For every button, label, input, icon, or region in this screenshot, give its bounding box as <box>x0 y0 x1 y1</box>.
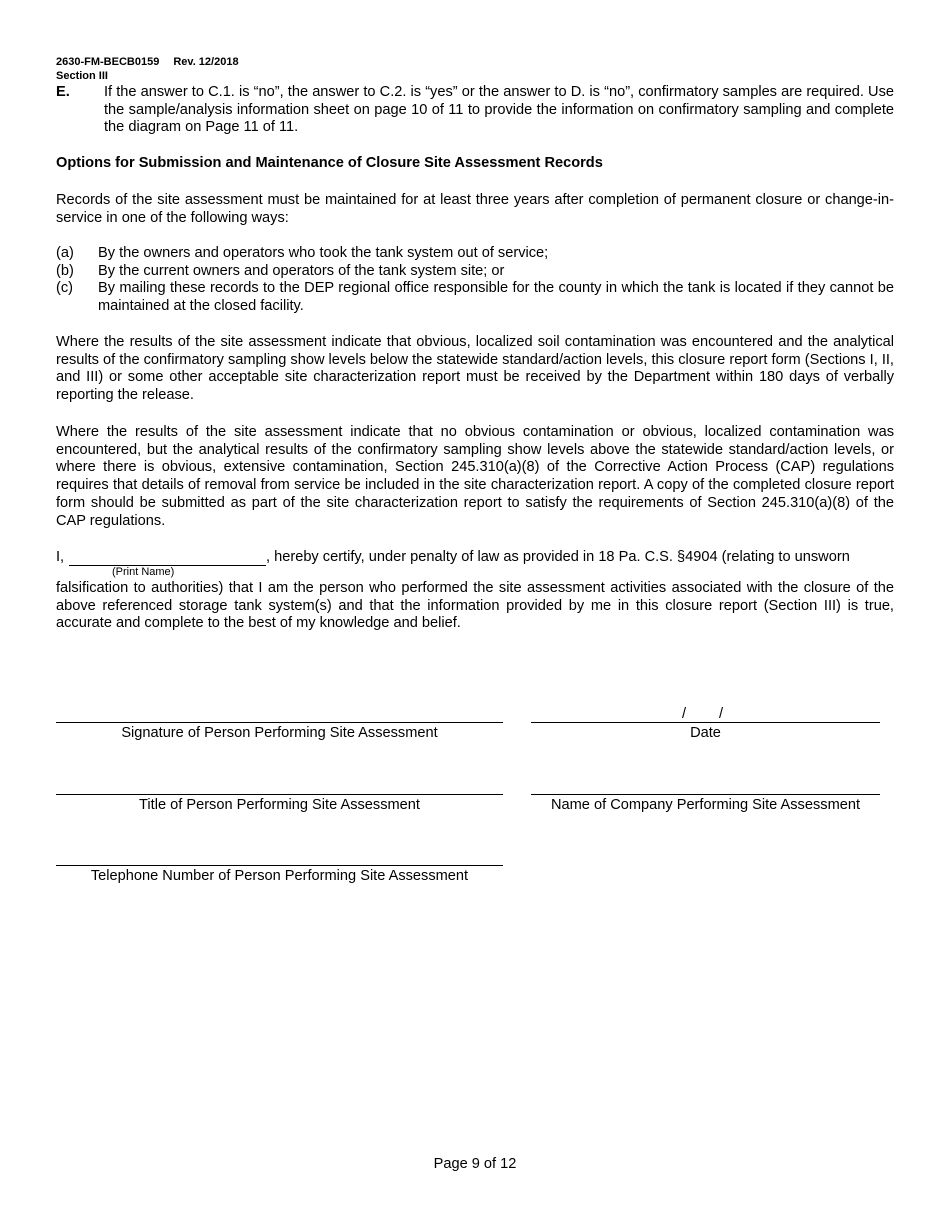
options-list <box>56 245 894 316</box>
item-e-label: E. <box>56 84 70 100</box>
paragraph-localized-contamination: Where the results of the site assessment indicate that obvious, localized soil contamination was encountered and the analytical results of the confirmatory sampling show levels below the statewide standard/action levels, this closure report form (Sections I, II, and III) or some other acceptable site characterization report must be received by the Department within 180 days of verbally reporting the release. <box>56 334 894 404</box>
date-separator: / <box>682 706 687 722</box>
list-text: By mailing these records to the DEP regional office responsible for the county in which the tank is located if they cannot be maintained at the closed facility. <box>98 280 894 315</box>
signature-label: Signature of Person Performing Site Assessment <box>121 725 438 741</box>
form-revision: Rev. 12/2018 <box>173 56 239 68</box>
options-heading: Options for Submission and Maintenance of Closure Site Assessment Records <box>56 155 603 171</box>
certification-text: falsification to authorities) that I am the person who performed the site assessment activities associated with the closure of the above referenced storage tank system(s) and that the information provided by me in this closure report (Section III) is true, accurate and complete to the best of my knowledge and belief. <box>56 580 894 632</box>
list-marker: (a) <box>56 245 74 261</box>
company-field[interactable] <box>531 794 880 795</box>
item-e-text: If the answer to C.1. is “no”, the answer to C.2. is “yes” or the answer to D. is “no”, confirmatory samples are required. Use the sample/analysis information sheet on page 10 of 11 to provide the information on confirmatory sampling and complete the diagram on Page 11 of 11. <box>104 84 894 136</box>
company-label: Name of Company Performing Site Assessment <box>550 797 861 813</box>
list-item <box>56 263 894 281</box>
certification-prefix: I, <box>56 549 65 565</box>
telephone-label: Telephone Number of Person Performing Site Assessment <box>90 868 469 884</box>
section-label: Section III <box>56 70 108 82</box>
telephone-field[interactable] <box>56 865 503 866</box>
form-id-line <box>56 56 239 69</box>
list-text: By the current owners and operators of the tank system site; or <box>98 262 505 279</box>
paragraph-extensive-contamination: Where the results of the site assessment indicate that no obvious contamination or obvious, localized contamination was encountered, but the analytical results of the confirmatory sampling show levels above the statewide standard/action levels, or where there is obvious, extensive contamination, Section 245.310(a)(8) of the Corrective Action Process (CAP) regulations requires that details of removal from service be included in the site characterization report. A copy of the completed closure report form should be submitted as part of the site characterization report to satisfy the requirements of Section 245.310(a)(8) of the CAP regulations. <box>56 424 894 529</box>
signature-field[interactable] <box>56 722 503 723</box>
records-intro: Records of the site assessment must be maintained for at least three years after completion of permanent closure or change-in-service in one of the following ways: <box>56 192 894 226</box>
date-label: Date <box>690 725 721 741</box>
certification-line1: , hereby certify, under penalty of law as provided in 18 Pa. C.S. §4904 (relating to unsworn <box>266 549 850 565</box>
title-field[interactable] <box>56 794 503 795</box>
list-marker: (c) <box>56 280 74 297</box>
list-marker: (b) <box>56 262 74 279</box>
list-item <box>56 245 894 263</box>
item-e <box>56 84 894 137</box>
print-name-label: (Print Name) <box>112 566 175 578</box>
page-number: Page 9 of 12 <box>433 1156 517 1172</box>
list-text: By the owners and operators who took the tank system out of service; <box>98 245 549 261</box>
date-separator: / <box>719 706 724 722</box>
form-id: 2630-FM-BECB0159 <box>56 56 160 68</box>
date-field[interactable] <box>531 722 880 723</box>
title-label: Title of Person Performing Site Assessment <box>139 797 420 813</box>
list-item <box>56 280 894 315</box>
